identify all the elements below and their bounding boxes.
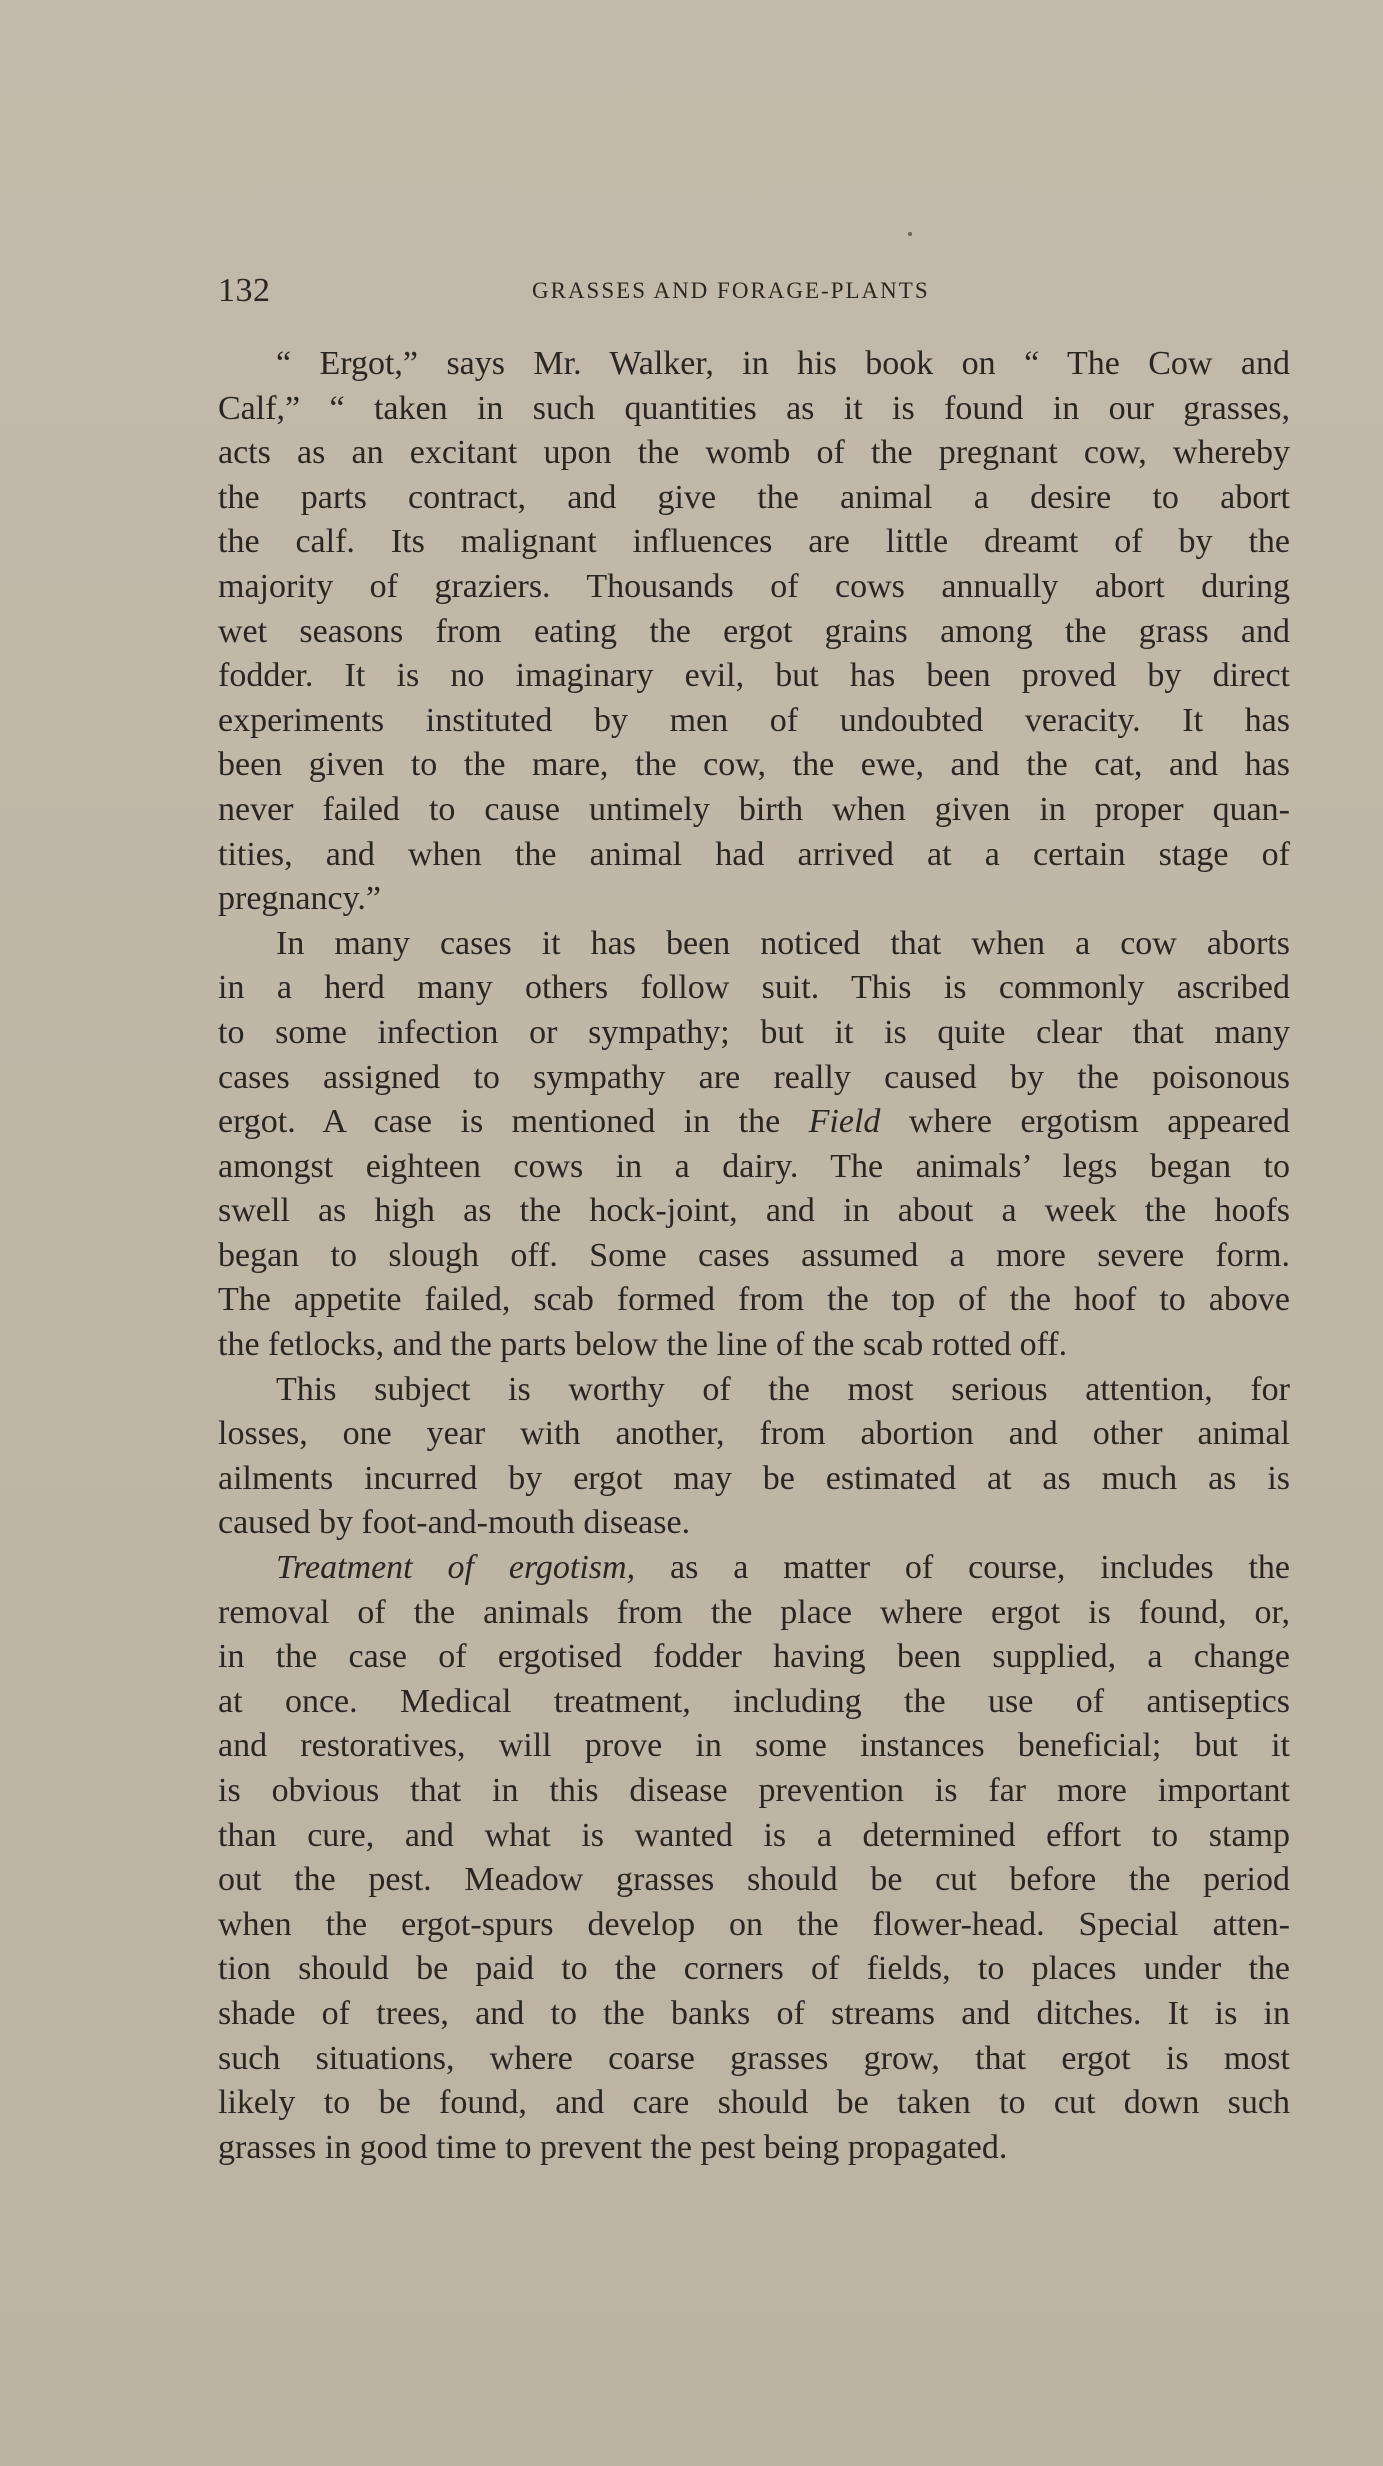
paragraph-4: [218, 1546, 1290, 2170]
text-line: In many cases it has been noticed that when a cow aborts: [276, 924, 1290, 962]
text-line: amongst eighteen cows in a dairy. The animals’ legs began to: [218, 1147, 1290, 1185]
text-line: fodder. It is no imaginary evil, but has been proved by direct: [218, 657, 1290, 695]
page-number: 132: [218, 272, 271, 309]
text-line: likely to be found, and care should be taken to cut down such: [218, 2084, 1290, 2122]
text-line: experiments instituted by men of undoubted veracity. It has: [218, 701, 1290, 739]
text-line: removal of the animals from the place where ergot is found, or,: [218, 1593, 1290, 1631]
text-line: out the pest. Meadow grasses should be cut before the period: [218, 1861, 1290, 1899]
text-segment: as a matter of course, includes the: [635, 1549, 1290, 1587]
text-line: than cure, and what is wanted is a determined effort to stamp: [218, 1816, 1290, 1854]
text-line: and restoratives, will prove in some instances beneficial; but it: [218, 1727, 1290, 1765]
text-line: such situations, where coarse grasses grow, that ergot is most: [218, 2039, 1290, 2077]
text-line: ailments incurred by ergot may be estimated at as much as is: [218, 1459, 1290, 1497]
text-line: at once. Medical treatment, including the use of antiseptics: [218, 1682, 1290, 1720]
text-line: the parts contract, and give the animal a desire to abort: [218, 478, 1290, 516]
text-line: acts as an excitant upon the womb of the pregnant cow, whereby: [218, 434, 1290, 472]
text-line: when the ergot-spurs develop on the flower-head. Special atten-: [218, 1905, 1290, 1943]
text-line: shade of trees, and to the banks of streams and ditches. It is in: [218, 1994, 1290, 2032]
text-line: to some infection or sympathy; but it is quite clear that many: [218, 1013, 1290, 1051]
text-segment: ergot. A case is mentioned in the: [218, 1103, 809, 1141]
text-line: tities, and when the animal had arrived at a certain stage of: [218, 835, 1290, 873]
text-line: never failed to cause untimely birth when given in proper quan-: [218, 790, 1290, 828]
paragraph-1: [218, 342, 1290, 922]
text-line: majority of graziers. Thousands of cows annually abort during: [218, 567, 1290, 605]
italic-field: Field: [808, 1103, 881, 1141]
paragraph-2: [218, 922, 1290, 1368]
text-segment: where ergotism appeared: [880, 1103, 1290, 1141]
body-text: [218, 342, 1290, 2170]
italic-lead: Treatment of ergotism,: [276, 1549, 636, 1587]
text-line: Calf,” “ taken in such quantities as it is found in our grasses,: [218, 389, 1290, 427]
text-line: tion should be paid to the corners of fields, to places under the: [218, 1950, 1290, 1988]
text-line: wet seasons from eating the ergot grains among the grass and: [218, 612, 1290, 650]
running-head: [218, 272, 1290, 312]
text-line: grasses in good time to prevent the pest being propagated.: [218, 2128, 1008, 2166]
text-line: in a herd many others follow suit. This is commonly ascribed: [218, 969, 1290, 1007]
text-line: the calf. Its malignant influences are little dreamt of by the: [218, 523, 1290, 561]
text-line-with-italic: [218, 1546, 1290, 1591]
text-line: is obvious that in this disease prevention is far more important: [218, 1772, 1290, 1809]
running-title: GRASSES AND FORAGE-PLANTS: [532, 278, 930, 303]
text-line: The appetite failed, scab formed from the top of the hoof to above: [218, 1281, 1290, 1319]
text-line: swell as high as the hock-joint, and in about a week the hoofs: [218, 1192, 1290, 1230]
paragraph-3: [218, 1368, 1290, 1546]
text-line: been given to the mare, the cow, the ewe, and the cat, and has: [218, 746, 1290, 784]
text-line: the fetlocks, and the parts below the line of the scab rotted off.: [218, 1326, 1068, 1364]
text-line: began to slough off. Some cases assumed a more severe form.: [218, 1236, 1290, 1274]
text-line: caused by foot-and-mouth disease.: [218, 1504, 691, 1542]
text-line: losses, one year with another, from abortion and other animal: [218, 1415, 1290, 1453]
text-line: “ Ergot,” says Mr. Walker, in his book on “ The Cow and: [276, 345, 1290, 382]
text-line: pregnancy.”: [218, 880, 381, 918]
text-line: This subject is worthy of the most serious attention, for: [276, 1370, 1290, 1408]
text-line: in the case of ergotised fodder having been supplied, a change: [218, 1638, 1290, 1676]
text-line: cases assigned to sympathy are really caused by the poisonous: [218, 1058, 1290, 1096]
paper-speck: [908, 232, 912, 236]
text-line-with-italic: [218, 1100, 1290, 1145]
